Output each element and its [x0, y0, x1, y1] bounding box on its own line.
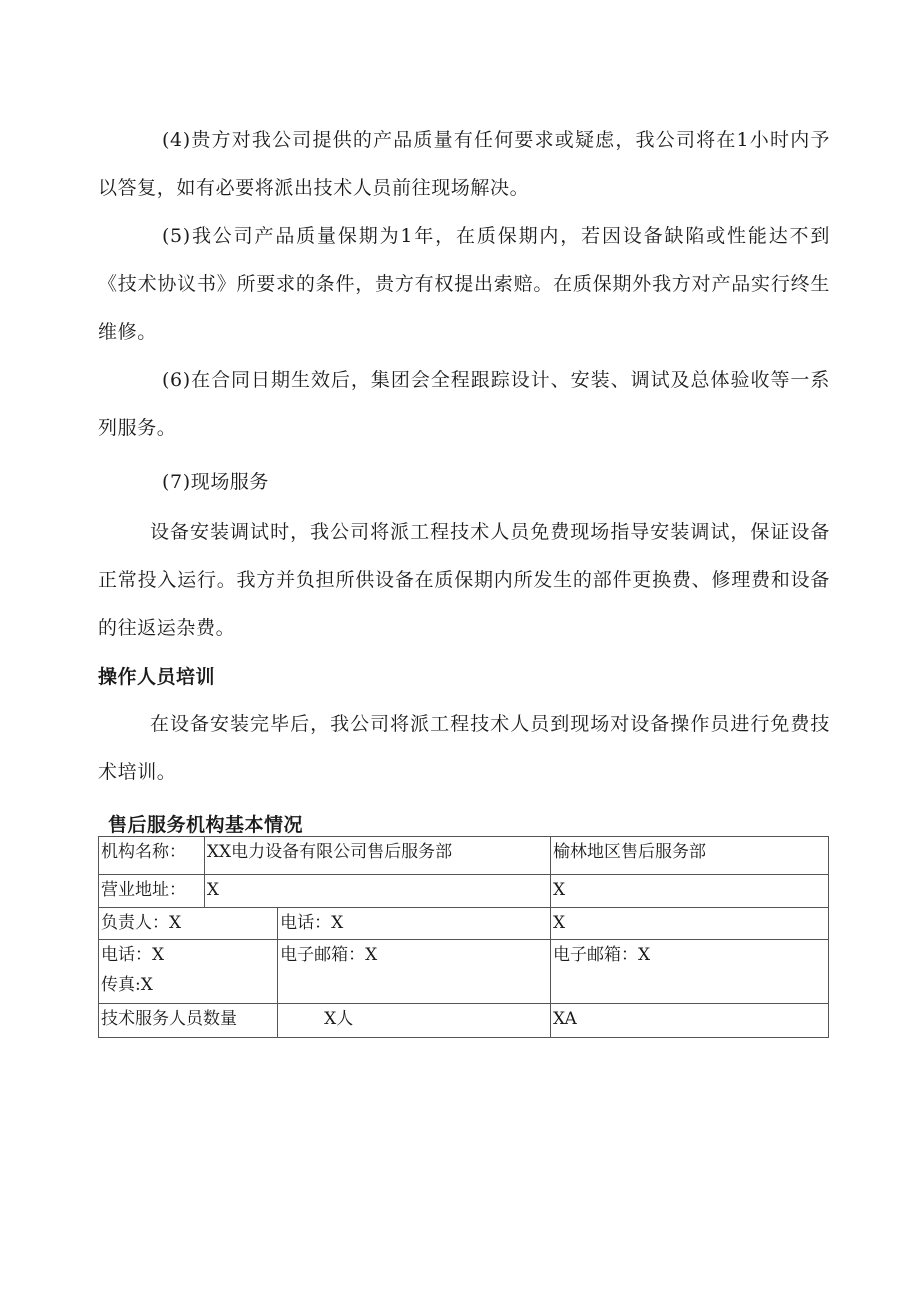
phone-a: 电话：X	[278, 908, 551, 940]
email-a: 电子邮箱：X	[278, 940, 551, 1004]
paragraph-item-4: (4)贵方对我公司提供的产品质量有任何要求或疑虑，我公司将在1小时内予以答复，如有必要将派出技术人员前往现场解决。	[98, 129, 830, 199]
table-row	[99, 837, 829, 875]
address-b: X	[551, 875, 829, 908]
table-row	[99, 1004, 829, 1038]
staff-count-a: X人	[278, 1004, 551, 1038]
org-name-b: 榆林地区售后服务部	[551, 837, 829, 875]
staff-count-label: 技术服务人员数量	[99, 1004, 278, 1038]
address-a: X	[204, 875, 550, 908]
email-b: 电子邮箱：X	[551, 940, 829, 1004]
staff-count-b: XA	[551, 1004, 829, 1038]
fax-value: 传真:X	[101, 975, 153, 995]
contact-person-a: 负责人：X	[99, 908, 278, 940]
training-heading: 操作人员培训	[98, 666, 216, 688]
table-row	[99, 908, 829, 940]
paragraph-item-7: (7)现场服务	[162, 471, 270, 493]
table-row	[99, 875, 829, 908]
table-row	[99, 940, 829, 1004]
phone-fax-cell	[99, 940, 278, 1004]
service-table-title: 售后服务机构基本情况	[108, 814, 304, 836]
paragraph-item-6: (6)在合同日期生效后，集团会全程跟踪设计、安装、调试及总体验收等一系列服务。	[98, 369, 830, 439]
contact-person-b: X	[551, 908, 829, 940]
paragraph-item-5: (5)我公司产品质量保期为1年，在质保期内，若因设备缺陷或性能达不到《技术协议书》所要求的条件，贵方有权提出索赔。在质保期外我方对产品实行终生维修。	[98, 225, 830, 343]
org-name-a: XX电力设备有限公司售后服务部	[204, 837, 550, 875]
org-name-label: 机构名称：	[99, 837, 205, 875]
training-text: 在设备安装完毕后，我公司将派工程技术人员到现场对设备操作员进行免费技术培训。	[98, 713, 830, 783]
paragraph-onsite-service: 设备安装调试时，我公司将派工程技术人员免费现场指导安装调试，保证设备正常投入运行。我方并负担所供设备在质保期内所发生的部件更换费、修理费和设备的往返运杂费。	[98, 521, 830, 639]
service-organization-table	[98, 836, 829, 1038]
address-label: 营业地址：	[99, 875, 205, 908]
phone-value: 电话：X	[101, 945, 165, 965]
